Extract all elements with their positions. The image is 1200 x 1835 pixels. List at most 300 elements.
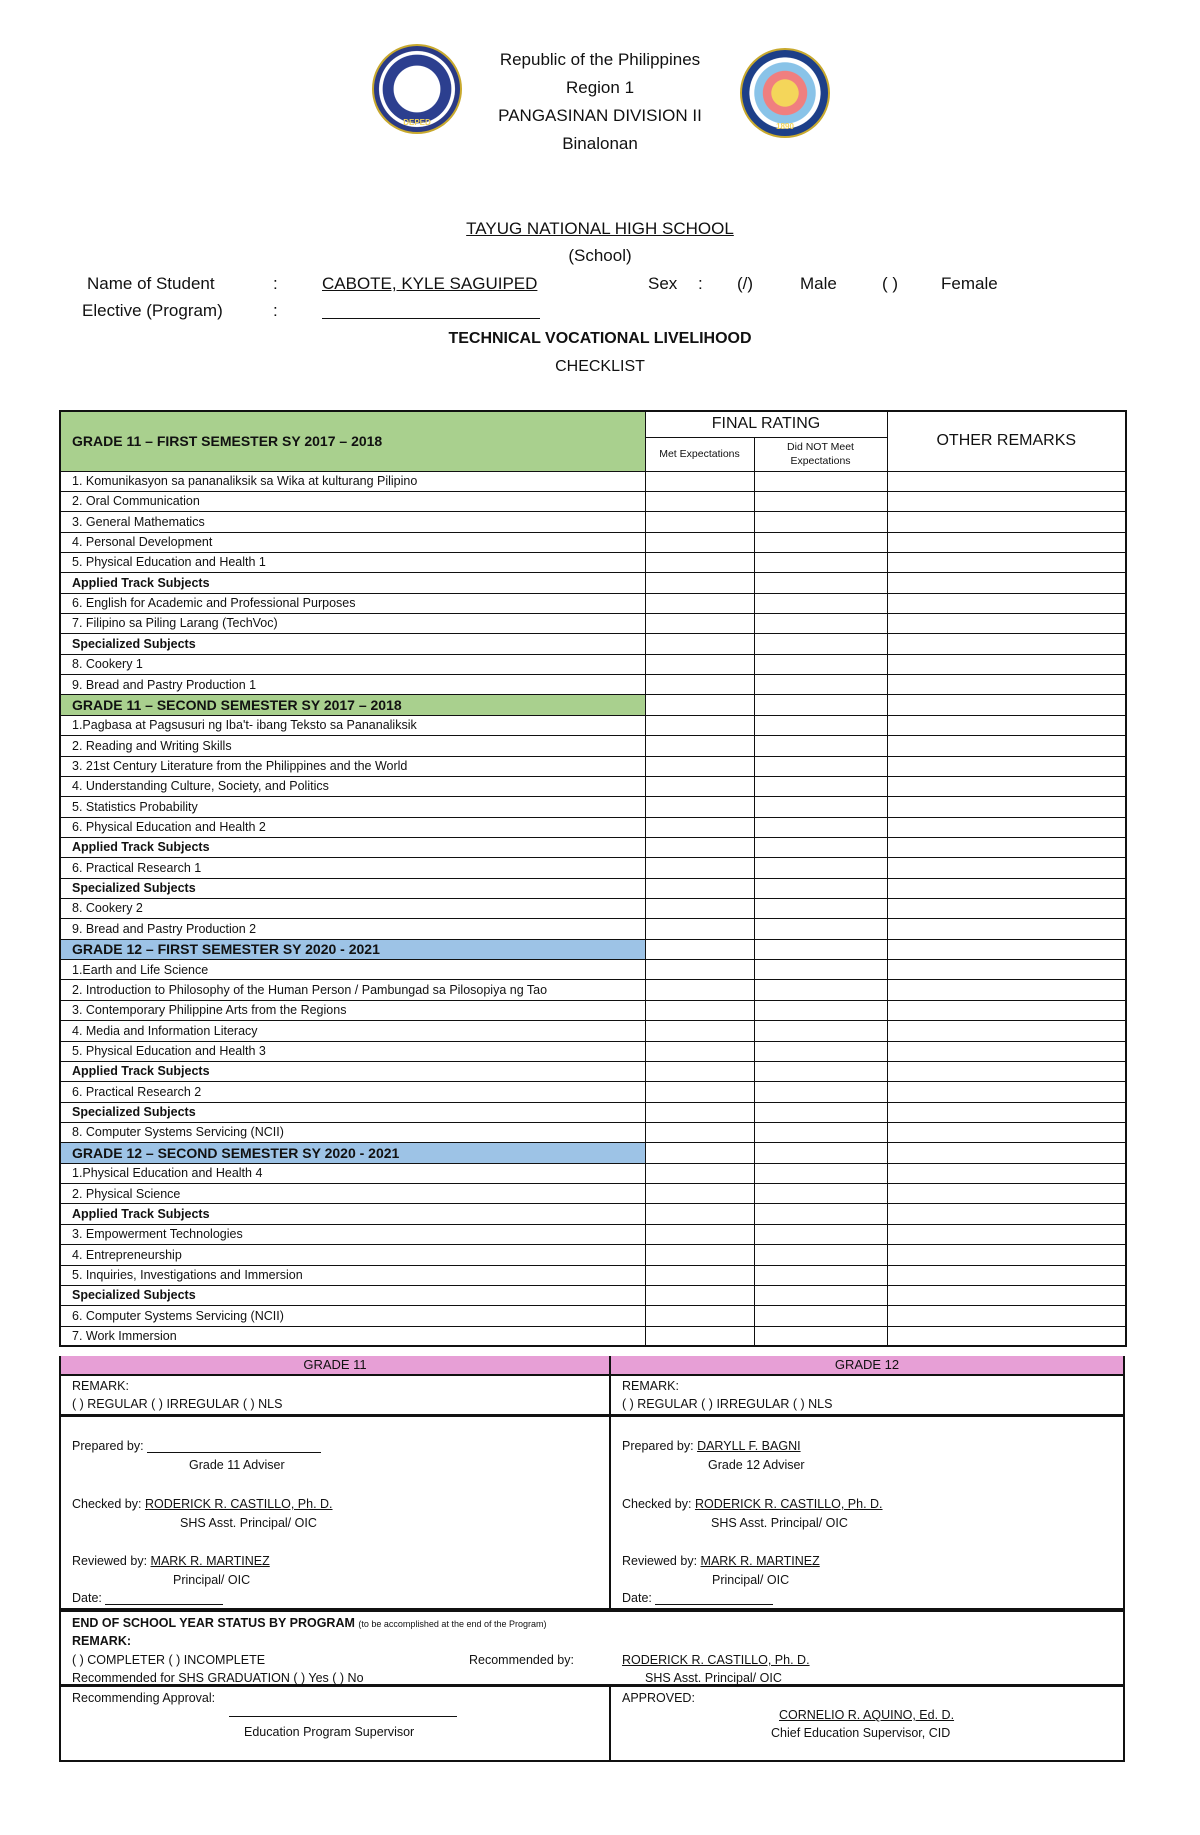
table-row [60,675,1126,695]
school-label: (School) [568,246,632,265]
remarks-cell[interactable] [887,1000,1126,1020]
division-seal-text: 1890 [776,122,794,131]
prepared-by-label: Prepared by: [622,1439,694,1453]
subject-cell: 6. Physical Education and Health 2 [60,817,645,837]
not-met-cell[interactable] [754,1204,887,1224]
section-label: Specialized Subjects [60,1102,645,1122]
remarks-cell[interactable] [887,1184,1126,1204]
table-row [60,1123,1126,1143]
reviewer-name: MARK R. MARTINEZ [700,1554,820,1568]
not-met-cell[interactable] [754,1021,887,1041]
subject-cell: 6. Practical Research 2 [60,1082,645,1102]
table-row [60,919,1126,939]
not-met-cell[interactable] [754,614,887,634]
met-cell[interactable] [645,756,754,776]
section-label: Applied Track Subjects [60,837,645,857]
remarks-cell[interactable] [887,1326,1126,1346]
not-met-cell[interactable] [754,471,887,491]
table-row [60,736,1126,756]
subject-cell: 9. Bread and Pastry Production 2 [60,919,645,939]
met-cell[interactable] [645,573,754,593]
student-name-row [0,274,1200,298]
remarks-cell[interactable] [887,980,1126,1000]
recommender-title: SHS Asst. Principal/ OIC [645,1671,782,1685]
subject-cell: 4. Entrepreneurship [60,1245,645,1265]
remarks-cell[interactable] [887,491,1126,511]
met-cell[interactable] [645,817,754,837]
colon: : [273,274,278,293]
checked-by-row [622,1497,883,1511]
male-label: Male [800,274,837,293]
not-met-cell[interactable] [754,858,887,878]
remarks-cell[interactable] [887,736,1126,756]
table-row [60,960,1126,980]
elective-row [0,301,1200,325]
met-cell[interactable] [645,980,754,1000]
remark-options[interactable]: ( ) REGULAR ( ) IRREGULAR ( ) NLS [622,1397,833,1411]
school-name: TAYUG NATIONAL HIGH SCHOOL [466,219,734,238]
not-met-cell[interactable] [754,675,887,695]
met-cell[interactable] [645,1163,754,1183]
remarks-cell[interactable] [887,960,1126,980]
remarks-cell[interactable] [887,1204,1126,1224]
section-label: Applied Track Subjects [60,573,645,593]
remarks-cell[interactable] [887,654,1126,674]
not-met-cell[interactable] [754,960,887,980]
remarks-cell[interactable] [887,1306,1126,1326]
checker-name: RODERICK R. CASTILLO, Ph. D. [694,1497,883,1511]
met-cell[interactable] [645,1000,754,1020]
remarks-cell[interactable] [887,858,1126,878]
table-row [60,817,1126,837]
not-met-cell[interactable] [754,756,887,776]
remarks-cell[interactable] [887,552,1126,572]
subject-cell: 1.Earth and Life Science [60,960,645,980]
remarks-cell[interactable] [887,512,1126,532]
checked-by-row [72,1497,333,1511]
met-cell[interactable] [645,1285,754,1305]
not-met-cell[interactable] [754,552,887,572]
not-met-cell[interactable] [754,1326,887,1346]
remarks-cell[interactable] [887,1285,1126,1305]
table-row [60,1184,1126,1204]
not-met-cell[interactable] [754,512,887,532]
table-row [60,573,1126,593]
g11-signatures [61,1417,611,1608]
student-name-label: Name of Student [87,274,215,293]
remarks-cell[interactable] [887,797,1126,817]
letterhead-lines [460,46,740,158]
subject-cell: 1.Physical Education and Health 4 [60,1163,645,1183]
remarks-cell[interactable] [887,675,1126,695]
remarks-cell[interactable] [887,756,1126,776]
table-row [60,1326,1126,1346]
remarks-cell[interactable] [887,1224,1126,1244]
remark-label: REMARK: [72,1379,129,1393]
signatures-block [59,1416,1125,1610]
subject-cell: 8. Cookery 2 [60,899,645,919]
student-name-value: CABOTE, KYLE SAGUIPED [322,274,538,293]
remarks-cell[interactable] [887,715,1126,735]
date-row [72,1591,223,1605]
table-row [60,471,1126,491]
table-row [60,1143,1126,1163]
prepared-by-row [72,1439,321,1453]
approved-label: APPROVED: [622,1691,695,1705]
not-met-cell[interactable] [754,654,887,674]
subject-cell: 2. Physical Science [60,1184,645,1204]
remarks-cell[interactable] [887,593,1126,613]
not-met-cell[interactable] [754,1041,887,1061]
not-met-cell[interactable] [754,715,887,735]
subject-cell: 1.Pagbasa at Pagsusuri ng Iba't- ibang Teksto sa Pananaliksik [60,715,645,735]
table-row [60,1224,1126,1244]
not-met-cell[interactable] [754,1102,887,1122]
table-row [60,776,1126,796]
met-cell[interactable] [645,552,754,572]
remarks-cell[interactable] [887,1061,1126,1081]
remarks-cell[interactable] [887,1265,1126,1285]
date-row [622,1591,773,1605]
g12-signatures [611,1417,1123,1608]
eps-signature-blank[interactable] [229,1716,457,1717]
table-row [60,837,1126,857]
remarks-cell[interactable] [887,837,1126,857]
subject-cell: 5. Physical Education and Health 3 [60,1041,645,1061]
end-status-note: (to be accomplished at the end of the Program) [358,1619,547,1629]
table-row [60,593,1126,613]
end-status-title: END OF SCHOOL YEAR STATUS BY PROGRAM [72,1616,355,1630]
met-cell[interactable] [645,1021,754,1041]
form-title: TECHNICAL VOCATIONAL LIVELIHOOD [448,330,752,347]
recommending-approval [61,1687,611,1760]
table-row [60,878,1126,898]
g11-adviser-blank[interactable] [147,1452,321,1453]
table-row [60,1265,1126,1285]
met-cell[interactable] [645,1245,754,1265]
division-seal-icon [740,48,830,138]
grade12-label: GRADE 12 [834,1357,900,1372]
met-cell[interactable] [645,1265,754,1285]
other-remarks-header: OTHER REMARKS [887,411,1126,471]
met-cell[interactable] [645,1204,754,1224]
g12-remark [611,1376,1123,1414]
reviewer-title: Principal/ OIC [173,1573,251,1587]
met-expectations-header: Met Expectations [645,437,754,471]
g12-adviser-title: Grade 12 Adviser [708,1458,805,1472]
not-met-cell[interactable] [754,1082,887,1102]
met-cell[interactable] [645,1061,754,1081]
remarks-cell[interactable] [887,471,1126,491]
recommender-name: RODERICK R. CASTILLO, Ph. D. [622,1653,810,1667]
table-row [60,1041,1126,1061]
subject-cell: 8. Cookery 1 [60,654,645,674]
subject-cell: 3. General Mathematics [60,512,645,532]
date-label: Date: [622,1591,652,1605]
table-row [60,939,1126,959]
approver-name: CORNELIO R. AQUINO, Ed. D. [779,1708,955,1722]
not-met-cell[interactable] [754,1123,887,1143]
g11-adviser-title: Grade 11 Adviser [189,1458,285,1472]
not-met-cell[interactable] [754,736,887,756]
subject-cell: 4. Personal Development [60,532,645,552]
met-cell[interactable] [645,1102,754,1122]
met-cell[interactable] [645,797,754,817]
section-label: Applied Track Subjects [60,1204,645,1224]
region-line: Region 1 [565,78,635,97]
female-label: Female [941,274,998,293]
subject-cell: 4. Media and Information Literacy [60,1021,645,1041]
end-status-remark: REMARK: [72,1634,132,1648]
reviewer-name: MARK R. MARTINEZ [150,1554,270,1568]
met-cell[interactable] [645,471,754,491]
checked-by-label: Checked by: [622,1497,692,1511]
prepared-by-row [622,1439,801,1453]
table-row [60,695,1126,715]
met-cell[interactable] [645,634,754,654]
table-row [60,1204,1126,1224]
subject-cell: 4. Understanding Culture, Society, and Politics [60,776,645,796]
not-met-cell[interactable] [754,1224,887,1244]
reviewed-by-label: Reviewed by: [622,1554,698,1568]
met-cell[interactable] [645,1123,754,1143]
colon: : [698,274,703,293]
town-line: Binalonan [562,134,638,153]
not-met-cell[interactable] [754,1245,887,1265]
deped-seal-icon [372,44,462,134]
met-cell[interactable] [645,736,754,756]
subject-cell: 9. Bread and Pastry Production 1 [60,675,645,695]
letterhead [0,40,1200,160]
not-met-cell[interactable] [754,1265,887,1285]
table-row [60,1306,1126,1326]
not-met-cell[interactable] [754,634,887,654]
subject-cell: 8. Computer Systems Servicing (NCII) [60,1123,645,1143]
subject-cell: 2. Reading and Writing Skills [60,736,645,756]
table-row [60,614,1126,634]
subject-cell: 3. 21st Century Literature from the Philippines and the World [60,756,645,776]
met-cell[interactable] [645,1082,754,1102]
table-row [60,512,1126,532]
subject-cell: 2. Introduction to Philosophy of the Human Person / Pambungad sa Pilosopiya ng Tao [60,980,645,1000]
table-row [60,1285,1126,1305]
met-cell[interactable] [645,960,754,980]
remarks-cell[interactable] [887,1245,1126,1265]
not-met-cell[interactable] [754,1000,887,1020]
met-cell[interactable] [645,837,754,857]
remarks-cell[interactable] [887,1041,1126,1061]
eps-title: Education Program Supervisor [244,1725,415,1739]
table-row [60,1102,1126,1122]
not-met-cell[interactable] [754,593,887,613]
not-met-cell[interactable] [754,573,887,593]
not-met-cell[interactable] [754,899,887,919]
g12-s1-header: GRADE 12 – FIRST SEMESTER SY 2020 - 2021 [60,939,645,959]
met-cell[interactable] [645,1224,754,1244]
remarks-cell[interactable] [887,1102,1126,1122]
subject-cell: 6. English for Academic and Professional Purposes [60,593,645,613]
female-mark: ( ) [882,274,899,293]
met-cell[interactable] [645,593,754,613]
met-cell[interactable] [645,1184,754,1204]
table-row [60,756,1126,776]
approved [611,1687,1123,1760]
met-cell[interactable] [645,491,754,511]
end-status-block [59,1610,1125,1686]
remarks-cell[interactable] [887,1021,1126,1041]
table-row [60,1061,1126,1081]
met-cell[interactable] [645,1306,754,1326]
not-met-cell[interactable] [754,1306,887,1326]
met-cell[interactable] [645,899,754,919]
checker-title: SHS Asst. Principal/ OIC [180,1516,317,1530]
not-met-cell[interactable] [754,797,887,817]
graduation-recommendation[interactable]: Recommended for SHS GRADUATION ( ) Yes ( ) No [72,1671,364,1685]
end-status-title-row [72,1616,547,1630]
g11-remark [61,1376,611,1414]
reviewed-by-row [622,1554,820,1568]
grade11-label: GRADE 11 [61,1356,611,1374]
table-row [60,552,1126,572]
recommending-approval-label: Recommending Approval: [72,1691,216,1705]
prepared-by-label: Prepared by: [72,1439,144,1453]
not-met-cell[interactable] [754,1184,887,1204]
remarks-cell[interactable] [887,919,1126,939]
met-cell[interactable] [645,776,754,796]
checklist-table [59,410,1127,1347]
remarks-cell[interactable] [887,776,1126,796]
section-label: Specialized Subjects [60,878,645,898]
met-cell[interactable] [645,1041,754,1061]
subject-cell: 5. Inquiries, Investigations and Immersion [60,1265,645,1285]
subject-cell: 6. Practical Research 1 [60,858,645,878]
not-met-cell[interactable] [754,1285,887,1305]
met-cell[interactable] [645,654,754,674]
not-met-cell[interactable] [754,919,887,939]
table-row [60,980,1126,1000]
not-met-cell[interactable] [754,776,887,796]
reviewed-by-label: Reviewed by: [72,1554,148,1568]
reviewed-by-row [72,1554,270,1568]
remark-row [59,1376,1125,1416]
not-met-cell[interactable] [754,980,887,1000]
not-met-cell[interactable] [754,491,887,511]
approval-block [59,1686,1125,1762]
reviewer-title: Principal/ OIC [712,1573,790,1587]
table-row [60,715,1126,735]
male-mark: (/) [737,274,754,293]
table-row [60,858,1126,878]
section-label: Specialized Subjects [60,634,645,654]
remarks-cell[interactable] [887,573,1126,593]
not-met-cell[interactable] [754,532,887,552]
met-cell[interactable] [645,919,754,939]
subject-cell: 1. Komunikasyon sa pananaliksik sa Wika at kulturang Pilipino [60,471,645,491]
checker-name: RODERICK R. CASTILLO, Ph. D. [144,1497,333,1511]
remarks-cell[interactable] [887,614,1126,634]
date-blank[interactable] [105,1604,223,1605]
division-line: PANGASINAN DIVISION II [498,106,702,125]
approver-name-wrap [779,1708,954,1722]
grade-bar [59,1356,1125,1376]
not-met-cell[interactable] [754,817,887,837]
met-cell[interactable] [645,858,754,878]
recommended-by-label: Recommended by: [469,1653,574,1667]
table-row [60,1163,1126,1183]
table-row [60,1245,1126,1265]
met-cell[interactable] [645,675,754,695]
g12-s2-header: GRADE 12 – SECOND SEMESTER SY 2020 - 2021 [60,1143,645,1163]
g11-s1-header: GRADE 11 – FIRST SEMESTER SY 2017 – 2018 [60,411,645,471]
approver-title: Chief Education Supervisor, CID [771,1726,951,1740]
met-cell[interactable] [645,532,754,552]
g11-s2-header: GRADE 11 – SECOND SEMESTER SY 2017 – 2018 [60,695,645,715]
checker-title: SHS Asst. Principal/ OIC [711,1516,848,1530]
table-row [60,1000,1126,1020]
not-met-expectations-header: Did NOT Meet Expectations [754,437,887,471]
remarks-cell[interactable] [887,878,1126,898]
sex-label: Sex [648,274,678,293]
section-label: Applied Track Subjects [60,1061,645,1081]
recommender-name-wrap [622,1653,810,1667]
subject-cell: 7. Work Immersion [60,1326,645,1346]
remark-options[interactable]: ( ) REGULAR ( ) IRREGULAR ( ) NLS [72,1397,283,1411]
not-met-cell[interactable] [754,837,887,857]
final-rating-header: FINAL RATING [645,411,887,437]
subject-cell: 6. Computer Systems Servicing (NCII) [60,1306,645,1326]
remarks-cell[interactable] [887,532,1126,552]
met-cell[interactable] [645,614,754,634]
remarks-cell[interactable] [887,899,1126,919]
subject-cell: 3. Empowerment Technologies [60,1224,645,1244]
elective-blank[interactable] [322,301,540,324]
table-row [60,899,1126,919]
met-cell[interactable] [645,878,754,898]
met-cell[interactable] [645,1326,754,1346]
table-row [60,1021,1126,1041]
checked-by-label: Checked by: [72,1497,142,1511]
section-label: Specialized Subjects [60,1285,645,1305]
remarks-cell[interactable] [887,1082,1126,1102]
country-line: Republic of the Philippines [499,50,701,69]
met-cell[interactable] [645,715,754,735]
remarks-cell[interactable] [887,817,1126,837]
not-met-cell[interactable] [754,878,887,898]
table-row [60,797,1126,817]
not-met-cell[interactable] [754,1061,887,1081]
remarks-cell[interactable] [887,1163,1126,1183]
table-row [60,491,1126,511]
remark-label: REMARK: [622,1379,679,1393]
deped-seal-text: DEPED [403,118,431,127]
not-met-cell[interactable] [754,1163,887,1183]
remarks-cell[interactable] [887,1123,1126,1143]
met-cell[interactable] [645,512,754,532]
colon: : [273,301,278,320]
table-row [60,654,1126,674]
date-label: Date: [72,1591,102,1605]
completion-options[interactable]: ( ) COMPLETER ( ) INCOMPLETE [72,1653,266,1667]
form-subtitle: CHECKLIST [555,358,645,375]
subject-cell: 5. Physical Education and Health 1 [60,552,645,572]
remarks-cell[interactable] [887,634,1126,654]
elective-label: Elective (Program) [82,301,223,320]
subject-cell: 2. Oral Communication [60,491,645,511]
g12-adviser-name: DARYLL F. BAGNI [697,1439,801,1453]
table-row [60,532,1126,552]
date-blank[interactable] [655,1604,773,1605]
subject-cell: 5. Statistics Probability [60,797,645,817]
